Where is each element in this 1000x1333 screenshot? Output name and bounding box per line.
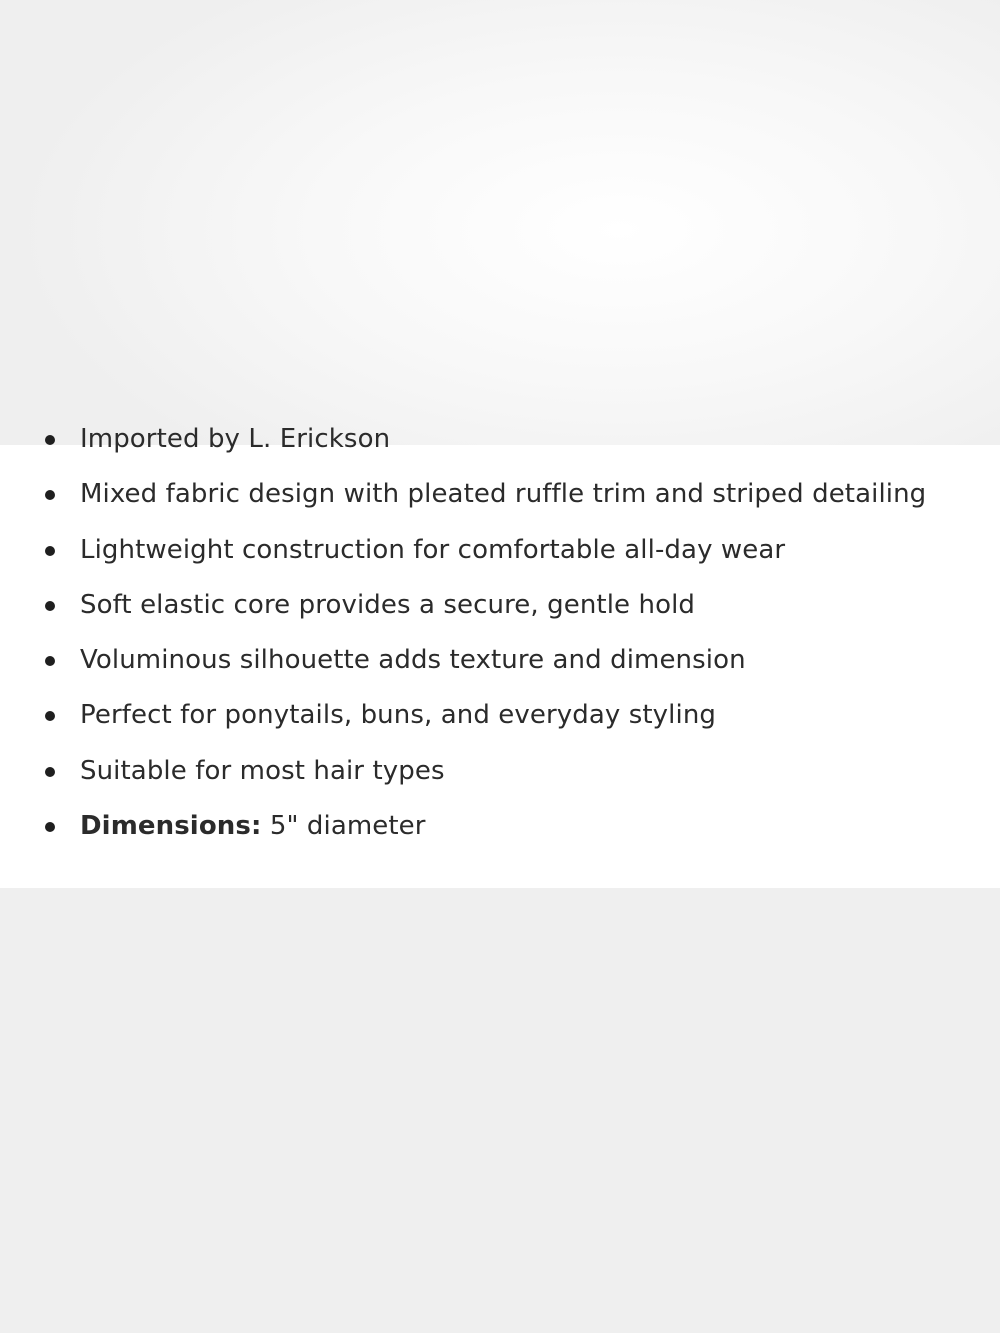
feature-text: Suitable for most hair types [80,755,445,786]
bullet-icon [45,711,55,721]
feature-text: Imported by L. Erickson [80,424,391,454]
list-item [0,578,1000,633]
list-item [0,467,1000,522]
bottom-blurred-overlay [0,888,1000,1333]
bullet-icon [45,767,55,777]
feature-text: Voluminous silhouette adds texture and dimension [80,645,746,676]
bullet-icon [45,601,55,611]
dimensions-value: 5" diameter [269,811,426,842]
bullet-icon [45,656,55,666]
feature-text: Soft elastic core provides a secure, gentle hold [80,589,695,620]
bullet-icon [45,490,55,500]
bullet-icon [45,435,55,445]
list-item [0,688,1000,743]
list-item [0,523,1000,578]
bullet-icon [45,546,55,556]
list-item [0,744,1000,799]
feature-text: Perfect for ponytails, buns, and everyday styling [80,700,716,731]
list-item-dimensions [0,799,1000,854]
feature-text: Mixed fabric design with pleated ruffle trim and striped detailing [80,479,927,510]
feature-text: Lightweight construction for comfortable all-day wear [80,534,786,565]
product-details-panel [0,424,1000,888]
feature-list [0,412,1000,854]
top-blurred-overlay [0,0,1000,445]
list-item [0,633,1000,688]
list-item [0,412,1000,467]
bullet-icon [45,822,55,832]
dimensions-label: Dimensions: [80,811,262,842]
